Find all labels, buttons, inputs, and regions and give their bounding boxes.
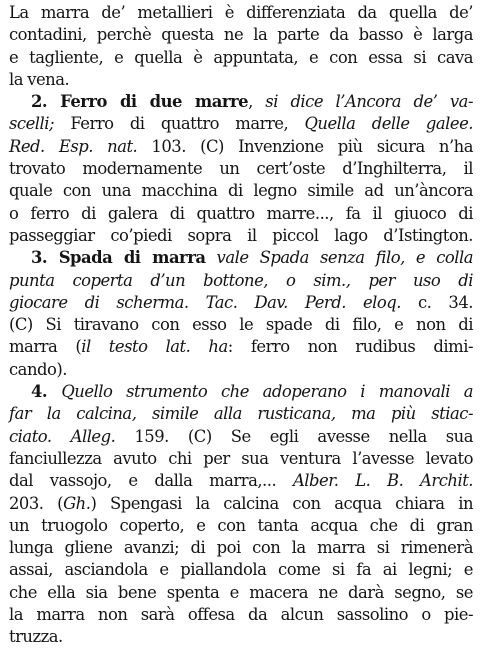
- text-line: [9, 24, 473, 46]
- text-segment: c. 34.: [400, 292, 473, 312]
- text-segment: La marra de’ metallieri è differenziata da quella de’: [9, 3, 473, 22]
- text-segment: (C) Si tiravano con esso le spade di filo, e non di: [9, 315, 473, 335]
- dictionary-entry-page: [9, 2, 473, 649]
- text-segment: 4.: [31, 382, 62, 402]
- text-line: [9, 47, 473, 69]
- text-segment: che ella sia bene spenta e macera ne darà segno, se: [9, 582, 473, 602]
- text-segment: si dice l’Ancora de’ va-: [265, 92, 473, 112]
- text-line: [9, 136, 473, 158]
- text-segment: cando).: [9, 359, 67, 379]
- text-segment: dal vassojo, e dalla marra,...: [9, 471, 293, 491]
- text-line: [9, 247, 473, 269]
- text-segment: : ferro non rudibus dimi-: [227, 337, 473, 357]
- text-line: [9, 203, 473, 225]
- text-line: [9, 314, 473, 336]
- text-line: [9, 113, 473, 135]
- text-line: [9, 559, 473, 581]
- text-line: [9, 537, 473, 559]
- text-segment: Ferro di quattro marre,: [54, 114, 305, 134]
- text-segment: punta coperta d’un bottone, o sim., per uso di: [9, 270, 473, 290]
- text-line: [9, 470, 473, 492]
- text-line: [9, 336, 473, 358]
- text-segment: 2.: [31, 92, 61, 112]
- text-line: [9, 515, 473, 537]
- text-segment: Spada di marra: [58, 248, 206, 268]
- text-line: [9, 180, 473, 202]
- text-segment: scelli;: [9, 114, 55, 134]
- text-line: [9, 426, 473, 448]
- text-line: [9, 448, 473, 470]
- text-segment: 203. (: [9, 493, 64, 513]
- text-line: [9, 582, 473, 604]
- text-line: [9, 69, 473, 91]
- text-line: [9, 493, 473, 515]
- text-segment: truzza.: [9, 627, 63, 647]
- text-line: [9, 604, 473, 626]
- text-segment: quale con una macchina di legno simile ad un’àncora: [9, 181, 473, 201]
- text-segment: Quello strumento che adoperano i manovali a: [61, 382, 473, 402]
- text-line: [9, 292, 473, 314]
- text-segment: assai, asciandola e piallandola come si fa ai legni; e: [9, 560, 473, 580]
- text-segment: ,: [248, 92, 266, 112]
- text-segment: e tagliente, e quella è appuntata, e con essa si cava: [9, 47, 473, 67]
- text-segment: trovato modernamente un cert’oste d’Inghilterra, il: [9, 159, 473, 179]
- text-line: [9, 626, 473, 648]
- text-segment: far la calcina, simile alla rusticana, ma più stiac-: [9, 404, 473, 424]
- text-line: [9, 403, 473, 425]
- text-line: [9, 158, 473, 180]
- text-segment: 3.: [31, 248, 59, 268]
- text-segment: Quella delle galee.: [304, 114, 473, 134]
- text-segment: o ferro di galera di quattro marre..., fa il giuoco di: [9, 203, 473, 223]
- text-segment: Tac. Dav. Perd. eloq.: [205, 292, 401, 312]
- text-segment: Red. Esp. nat.: [9, 136, 138, 156]
- text-line: [9, 270, 473, 292]
- text-segment: [52, 427, 71, 446]
- text-segment: Gh.: [63, 493, 91, 513]
- text-segment: Ferro di due marre: [60, 92, 249, 112]
- text-segment: Alber. L. B. Archit.: [292, 471, 473, 491]
- text-line: [9, 91, 473, 113]
- text-line: [9, 381, 473, 403]
- text-segment: [189, 293, 206, 312]
- text-segment: Alleg.: [70, 426, 116, 446]
- text-segment: la marra non sarà offesa da alcun sassolino o pie-: [9, 605, 473, 625]
- text-segment: giocare di scherma.: [9, 292, 189, 312]
- text-segment: 103. (C) Invenzione più sicura n’ha: [137, 136, 473, 156]
- text-segment: 159. (C) Se egli avesse nella sua: [115, 426, 473, 446]
- text-segment: il testo lat. ha: [81, 337, 228, 357]
- text-line: [9, 359, 473, 381]
- text-segment: ) Spengasi la calcina con acqua chiara in: [90, 493, 473, 513]
- text-segment: marra (: [9, 337, 82, 357]
- text-segment: lunga gliene avanzi; di poi con la marra si rimenerà: [9, 538, 473, 558]
- text-line: [9, 2, 473, 24]
- text-line: [9, 225, 473, 247]
- text-segment: un truogolo coperto, e con tanta acqua che di gran: [9, 515, 473, 535]
- text-segment: contadini, perchè questa ne la parte da basso è larga: [9, 25, 473, 45]
- text-segment: la vena.: [9, 69, 70, 89]
- text-segment: passeggiar co’piedi sopra il piccol lago d’Istington.: [9, 225, 473, 245]
- text-segment: vale Spada senza filo, e colla: [205, 248, 473, 268]
- text-segment: ciato.: [9, 426, 52, 446]
- text-segment: fanciullezza avuto chi per sua ventura l’avesse levato: [9, 448, 473, 468]
